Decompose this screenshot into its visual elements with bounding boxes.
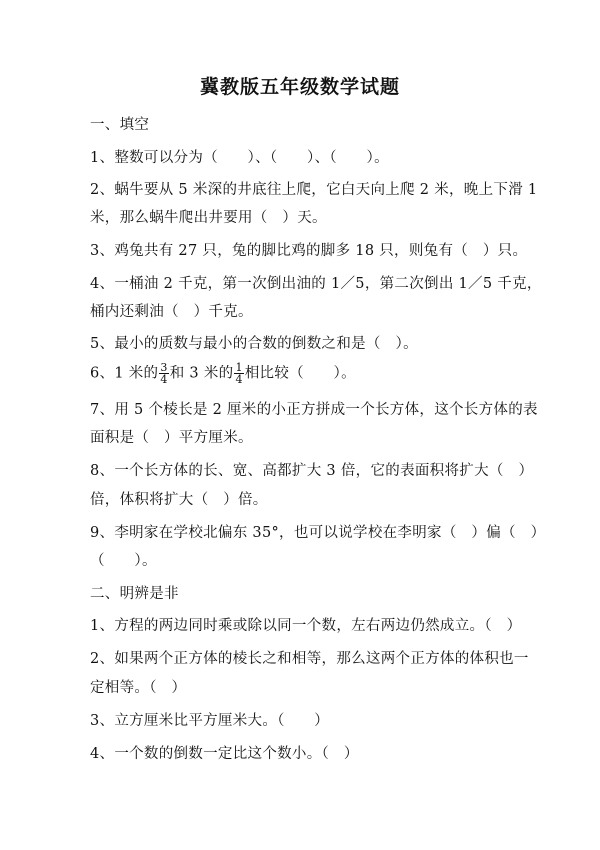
s1-question-8-line2: 倍，体积将扩大（ ）倍。 bbox=[90, 492, 268, 508]
fraction-numerator: 1 bbox=[235, 361, 243, 374]
s2-question-1: 1、方程的两边同时乘或除以同一个数，左右两边仍然成立。（ ） bbox=[90, 618, 522, 634]
page-title: 冀教版五年级数学试题 bbox=[199, 76, 400, 98]
s1-question-4-line1: 4、一桶油 2 千克，第一次倒出油的 1／5，第二次倒出 1／5 千克， bbox=[90, 276, 542, 292]
s2-question-2-line1: 2、如果两个正方体的棱长之和相等，那么这两个正方体的体积也一 bbox=[90, 651, 529, 667]
s1-question-2-line2: 米，那么蜗牛爬出井要用（ ）天。 bbox=[90, 210, 327, 226]
s1-question-9-line2: （ ）。 bbox=[90, 553, 157, 569]
fraction-denominator: 4 bbox=[235, 373, 243, 386]
fraction-three-quarters bbox=[159, 362, 168, 385]
s2-question-3: 3、立方厘米比平方厘米大。（ ） bbox=[90, 713, 330, 729]
q6-part2: 和 3 米的 bbox=[169, 365, 234, 382]
s2-question-2-line2: 定相等。（ ） bbox=[90, 680, 187, 696]
s1-question-7-line1: 7、用 5 个棱长是 2 厘米的小正方拼成一个长方体，这个长方体的表 bbox=[90, 402, 538, 418]
s1-question-1: 1、整数可以分为（ ）、（ ）、（ ）。 bbox=[90, 150, 389, 166]
fraction-numerator: 3 bbox=[160, 361, 168, 374]
s1-question-2-line1: 2、蜗牛要从 5 米深的井底往上爬，它白天向上爬 2 米，晚上下滑 1 bbox=[90, 182, 538, 198]
section2-heading: 二、明辨是非 bbox=[90, 586, 179, 602]
s1-question-8-line1: 8、一个长方体的长、宽、高都扩大 3 倍，它的表面积将扩大（ ） bbox=[90, 463, 534, 479]
s1-question-9-line1: 9、李明家在学校北偏东 35°，也可以说学校在李明家（ ）偏（ ） bbox=[90, 525, 546, 541]
s1-question-4-line2: 桶内还剩油（ ）千克。 bbox=[90, 304, 253, 320]
q6-part3: 相比较（ ）。 bbox=[244, 365, 356, 382]
section1-heading: 一、填空 bbox=[90, 117, 150, 133]
s1-question-7-line2: 面积是（ ）平方厘米。 bbox=[90, 430, 253, 446]
s1-question-3: 3、鸡兔共有 27 只，兔的脚比鸡的脚多 18 只，则兔有（ ）只。 bbox=[90, 243, 528, 259]
s1-question-6 bbox=[90, 362, 530, 385]
s1-question-5: 5、最小的质数与最小的合数的倒数之和是（ ）。 bbox=[90, 336, 418, 352]
fraction-one-quarter bbox=[234, 362, 243, 385]
q6-part1: 6、1 米的 bbox=[90, 365, 159, 382]
s2-question-4: 4、一个数的倒数一定比这个数小。（ ） bbox=[90, 746, 359, 762]
fraction-denominator: 4 bbox=[160, 373, 168, 386]
